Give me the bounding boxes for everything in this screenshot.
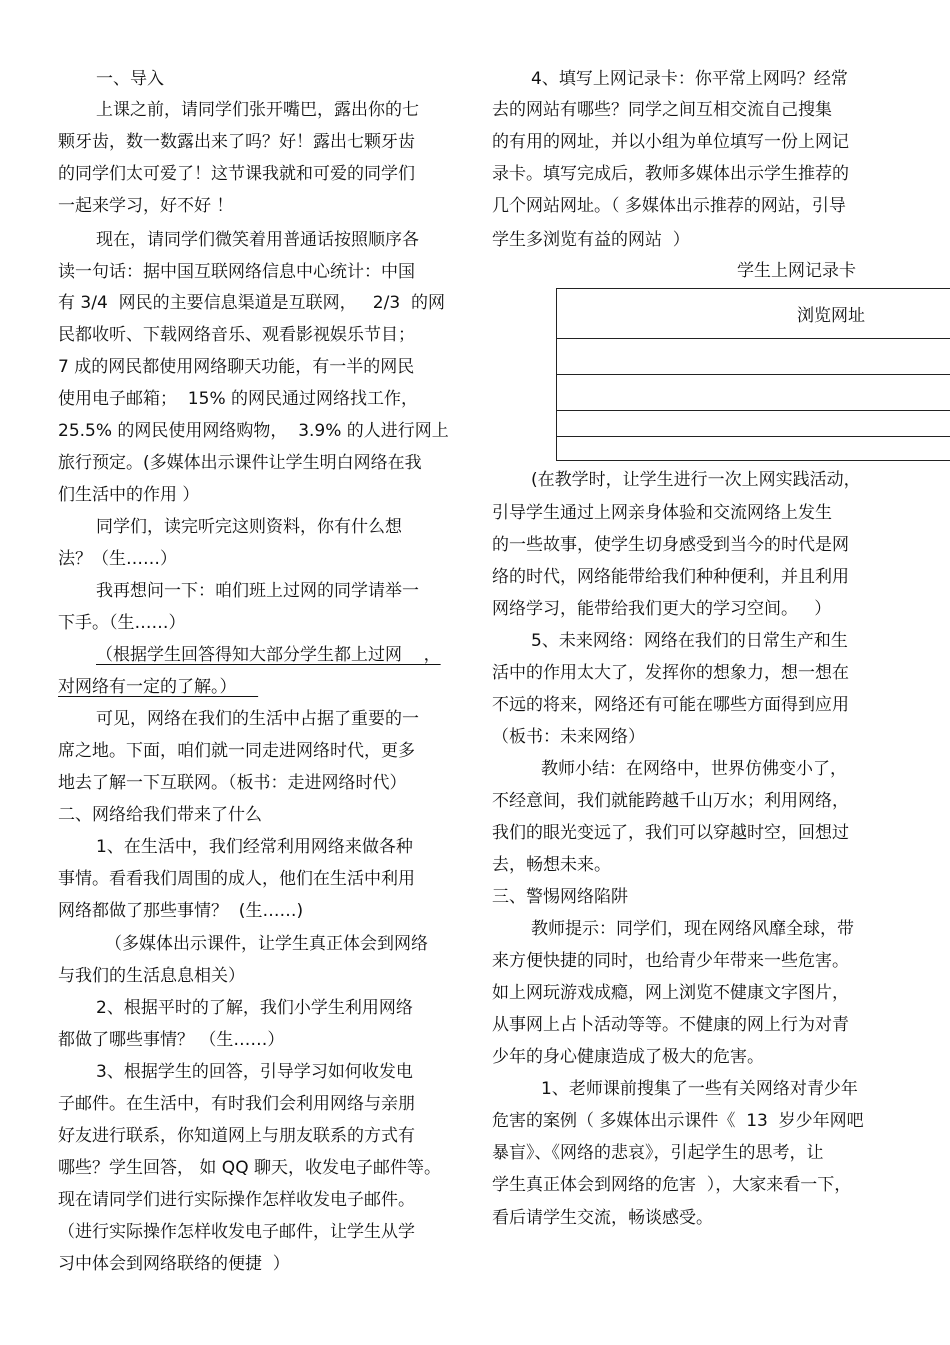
paragraph-line: 们生活中的作用 ） xyxy=(58,485,200,505)
section-heading-intro: 一、导入 xyxy=(96,69,164,89)
paragraph-line: 现在，请同学们微笑着用普通话按照顺序各 xyxy=(96,230,419,250)
underlined-note-line: （根据学生回答得知大部分学生都上过网 ， xyxy=(96,645,441,665)
paragraph-line: 1、老师课前搜集了一些有关网络对青少年 xyxy=(541,1079,858,1099)
paragraph-line: 一起来学习，好不好 ！ xyxy=(58,196,234,216)
paragraph-line: 暴盲》、《网络的悲哀》，引起学生的思考，让 xyxy=(492,1143,824,1163)
paragraph-line: （板书：未来网络） xyxy=(492,727,645,747)
paragraph-line: 下手。（生……） xyxy=(58,613,186,633)
paragraph-line: 学生多浏览有益的网站 ） xyxy=(492,230,690,250)
paragraph-line: 好友进行联系，你知道网上与朋友联系的方式有 xyxy=(58,1126,415,1146)
paragraph-line: 危害的案例（ 多媒体出示课件《 13 岁少年网吧 xyxy=(492,1111,864,1131)
paragraph-line: 去，畅想未来。 xyxy=(492,855,611,875)
paragraph-line: (在教学时，让学生进行一次上网实践活动， xyxy=(531,470,861,490)
paragraph-line: 的一些故事，使学生切身感受到当今的时代是网 xyxy=(492,535,849,555)
underlined-note-line: 对网络有一定的了解。） xyxy=(58,677,259,697)
paragraph-line: 颗牙齿，数一数露出来了吗？好！露出七颗牙齿 xyxy=(58,132,415,152)
paragraph-line: 4、填写上网记录卡：你平常上网吗？经常 xyxy=(531,69,848,89)
paragraph-line: 都做了哪些事情？ （生……） xyxy=(58,1030,285,1050)
paragraph-line: 习中体会到网络联络的便捷 ） xyxy=(58,1254,290,1274)
paragraph-line: 不经意间，我们就能跨越千山万水；利用网络， xyxy=(492,791,849,811)
paragraph-line: 的有用的网址，并以小组为单位填写一份上网记 xyxy=(492,132,849,152)
paragraph-line: 读一句话：据中国互联网络信息中心统计：中国 xyxy=(58,262,415,282)
paragraph-line: 几个网站网址。（ 多媒体出示推荐的网站，引导 xyxy=(492,196,846,216)
paragraph-line: 看后请学生交流，畅谈感受。 xyxy=(492,1208,713,1228)
paragraph-line: 我再想问一下：咱们班上过网的同学请举一 xyxy=(96,581,419,601)
paragraph-line: 同学们，读完听完这则资料，你有什么想 xyxy=(96,517,402,537)
paragraph-line: 地去了解一下互联网。（板书：走进网络时代） xyxy=(58,773,407,793)
section-heading-network-benefits: 二、网络给我们带来了什么 xyxy=(58,805,262,825)
paragraph-line: 7 成的网民都使用网络聊天功能，有一半的网民 xyxy=(58,357,415,377)
paragraph-line: 络的时代，网络能带给我们种种便利，并且利用 xyxy=(492,567,849,587)
paragraph-line: 25.5% 的网民使用网络购物， 3.9% 的人进行网上 xyxy=(58,421,449,441)
paragraph-line: 教师提示：同学们，现在网络风靡全球，带 xyxy=(531,919,854,939)
paragraph-line: 1、在生活中，我们经常利用网络来做各种 xyxy=(96,837,413,857)
table-header-cell: 浏览网址 xyxy=(557,289,950,339)
paragraph-line: 3、根据学生的回答，引导学习如何收发电 xyxy=(96,1062,413,1082)
paragraph-line: 有 3/4 网民的主要信息渠道是互联网， 2/3 的网 xyxy=(58,293,445,313)
paragraph-line: 从事网上占卜活动等等。不健康的网上行为对青 xyxy=(492,1015,849,1035)
paragraph-line: 使用电子邮箱； 15% 的网民通过网络找工作， xyxy=(58,389,418,409)
paragraph-line: 少年的身心健康造成了极大的危害。 xyxy=(492,1047,764,1067)
paragraph-line: 不远的将来，网络还有可能在哪些方面得到应用 xyxy=(492,695,849,715)
paragraph-line: 去的网站有哪些？同学之间互相交流自己搜集 xyxy=(492,100,832,120)
paragraph-line: 哪些？学生回答， 如 QQ 聊天，收发电子邮件等。 xyxy=(58,1158,441,1178)
paragraph-line: 教师小结：在网络中，世界仿佛变小了， xyxy=(541,759,847,779)
left-column xyxy=(0,0,470,1345)
paragraph-line: 引导学生通过上网亲身体验和交流网络上发生 xyxy=(492,503,832,523)
paragraph-line: 网络学习，能带给我们更大的学习空间。 ） xyxy=(492,599,832,619)
paragraph-line: 如上网玩游戏成瘾，网上浏览不健康文字图片， xyxy=(492,983,849,1003)
paragraph-line: 与我们的生活息息相关） xyxy=(58,966,245,986)
paragraph-line: 活中的作用太大了，发挥你的想象力，想一想在 xyxy=(492,663,849,683)
paragraph-line: 现在请同学们进行实际操作怎样收发电子邮件。 xyxy=(58,1190,415,1210)
paragraph-line: 5、未来网络：网络在我们的日常生产和生 xyxy=(531,631,848,651)
paragraph-line: 录卡。填写完成后，教师多媒体出示学生推荐的 xyxy=(492,164,849,184)
paragraph-line: 我们的眼光变远了，我们可以穿越时空，回想过 xyxy=(492,823,849,843)
paragraph-line: 2、根据平时的了解，我们小学生利用网络 xyxy=(96,998,413,1018)
paragraph-line: 网络都做了那些事情？ (生……) xyxy=(58,901,304,921)
paragraph-line: 可见，网络在我们的生活中占据了重要的一 xyxy=(96,709,419,729)
paragraph-line: 的同学们太可爱了！这节课我就和可爱的同学们 xyxy=(58,164,415,184)
paragraph-line: 事情。看看我们周围的成人，他们在生活中利用 xyxy=(58,869,415,889)
paragraph-line: 上课之前，请同学们张开嘴巴，露出你的七 xyxy=(96,100,419,120)
record-card-title: 学生上网记录卡 xyxy=(737,261,856,281)
right-column-lower xyxy=(470,0,950,1345)
paragraph-line: （多媒体出示课件，让学生真正体会到网络 xyxy=(105,934,428,954)
paragraph-line: 民都收听、下载网络音乐、观看影视娱乐节目； xyxy=(58,325,415,345)
paragraph-line: 来方便快捷的同时，也给青少年带来一些危害。 xyxy=(492,951,849,971)
paragraph-line: 旅行预定。(多媒体出示课件让学生明白网络在我 xyxy=(58,453,422,473)
paragraph-line: 子邮件。在生活中，有时我们会利用网络与亲朋 xyxy=(58,1094,415,1114)
paragraph-line: 学生真正体会到网络的危害 ），大家来看一下， xyxy=(492,1175,852,1195)
paragraph-line: （进行实际操作怎样收发电子邮件，让学生从学 xyxy=(58,1222,415,1242)
paragraph-line: 席之地。下面，咱们就一同走进网络时代，更多 xyxy=(58,741,415,761)
section-heading-network-traps: 三、警惕网络陷阱 xyxy=(492,887,628,907)
paragraph-line: 法？（生……） xyxy=(58,549,177,569)
